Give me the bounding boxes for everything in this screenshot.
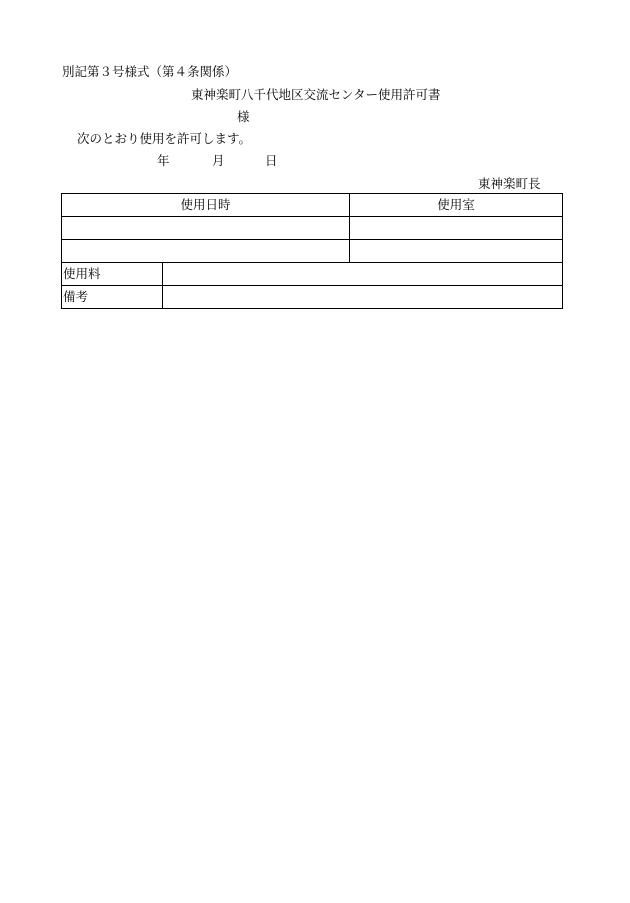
usage-room-cell[interactable]: [350, 217, 563, 240]
usage-table: [61, 193, 563, 309]
date-year-label: 年: [157, 153, 170, 168]
usage-datetime-cell[interactable]: [62, 217, 350, 240]
usage-datetime-cell[interactable]: [62, 240, 350, 263]
recipient-honorific: 様: [237, 109, 250, 124]
table-header-row: [62, 194, 563, 217]
form-number-label: 別記第３号様式（第４条関係）: [62, 64, 238, 79]
fee-row: [62, 263, 563, 286]
issuer-name: 東神楽町長: [478, 176, 541, 191]
permission-statement: 次のとおり使用を許可します。: [77, 131, 252, 146]
date-day-label: 日: [265, 153, 278, 168]
date-month-label: 月: [212, 153, 225, 168]
table-row: [62, 240, 563, 263]
notes-row: [62, 286, 563, 309]
document-title: 東神楽町八千代地区交流センター使用許可書: [191, 87, 441, 102]
usage-room-cell[interactable]: [350, 240, 563, 263]
notes-label: 備考: [62, 286, 163, 309]
header-usage-datetime: 使用日時: [62, 194, 350, 217]
table-row: [62, 217, 563, 240]
notes-value-cell[interactable]: [163, 286, 563, 309]
fee-label: 使用料: [62, 263, 163, 286]
fee-value-cell[interactable]: [163, 263, 563, 286]
header-usage-room: 使用室: [350, 194, 563, 217]
